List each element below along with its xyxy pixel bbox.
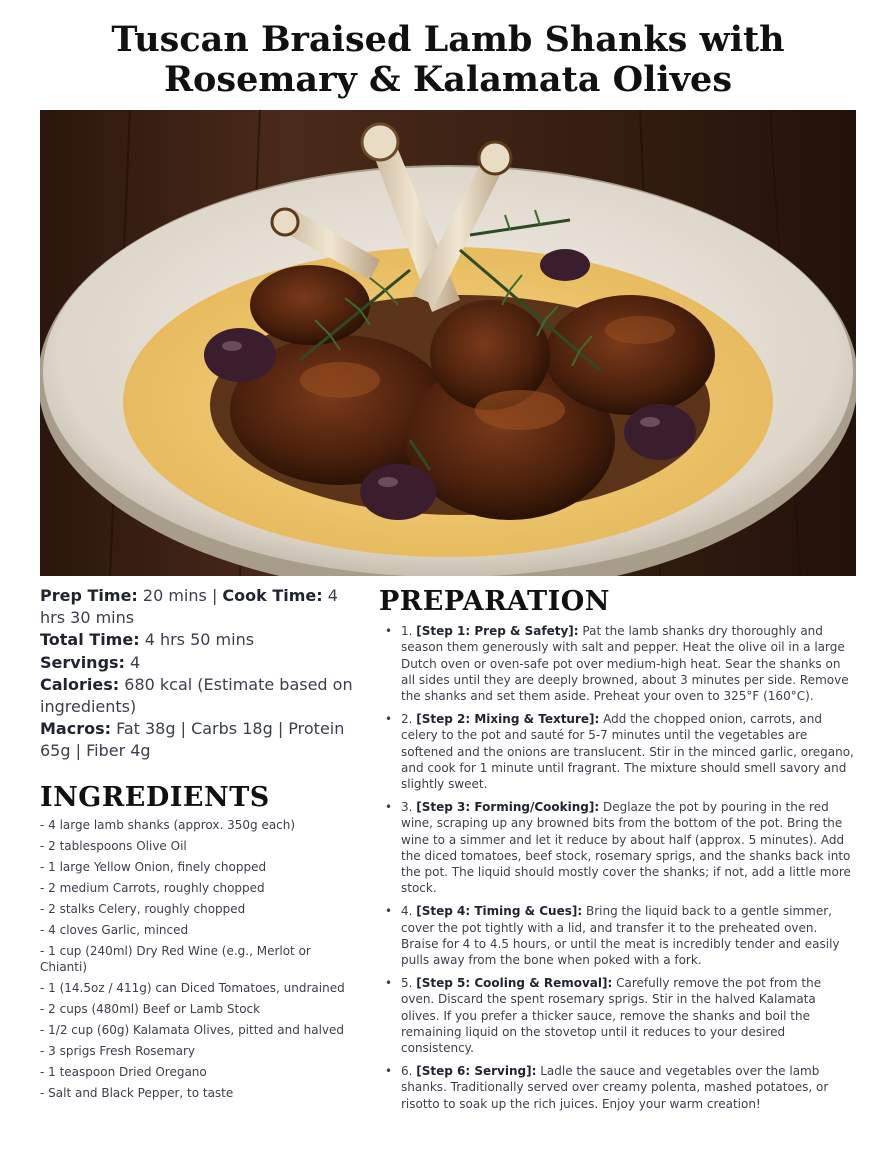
step-number: 4.	[401, 904, 417, 919]
step-label: [Step 1: Prep & Safety]:	[416, 624, 579, 638]
ingredient-item: - 2 medium Carrots, roughly chopped	[40, 881, 265, 895]
step-item	[385, 975, 857, 1056]
macros-label: Macros:	[40, 719, 112, 738]
prep-time-value: 20 mins |	[137, 586, 223, 605]
step-number: 6.	[401, 1063, 417, 1078]
step-number: 2.	[401, 711, 417, 726]
step-number: 3.	[401, 799, 417, 814]
ingredient-item: - 1 (14.5oz / 411g) can Diced Tomatoes, undrained	[40, 980, 345, 995]
ingredient-item: - 4 large lamb shanks (approx. 350g each)	[40, 818, 296, 832]
step-text: Deglaze the pot by pouring in the red wine, scraping up any browned bits from the bottom of the pot. Bring the wine to a simmer and let it reduce by about half (approx. 5 minutes). Add the diced tomatoes, beef stock, rosemary sprigs, and the shanks back into the pot. The liquid should mostly cover the shanks; if not, add a little more stock.	[401, 799, 851, 896]
step-item	[385, 711, 857, 792]
step-text: Ladle the sauce and vegetables over the lamb shanks. Traditionally served over creamy polenta, mashed potatoes, or risotto to soak up the rich juices. Enjoy your warm creation!	[401, 1063, 829, 1111]
cook-time-label: Cook Time:	[222, 586, 323, 605]
recipe-title-line-2: Rosemary & Kalamata Olives	[163, 59, 733, 100]
total-time-label: Total Time:	[40, 630, 140, 649]
total-time	[40, 629, 360, 651]
macros	[40, 718, 360, 761]
ingredient-item: - 4 cloves Garlic, minced	[40, 923, 189, 937]
step-item	[385, 623, 857, 704]
recipe-meta	[40, 585, 360, 761]
servings	[40, 652, 360, 674]
bullet-icon: •	[385, 711, 393, 726]
step-text: Bring the liquid back to a gentle simmer, cover the pot tightly with a lid, and transfer it to the preheated oven. Braise for 4 to 4.5 hours, or until the meat is incredibly tender and easily pulls away from the bone when poked with a fork.	[401, 904, 840, 968]
step-item	[385, 799, 857, 897]
lamb-shanks-photo	[40, 110, 856, 576]
step-item	[385, 903, 857, 968]
step-label: [Step 2: Mixing & Texture]:	[416, 711, 600, 726]
bullet-icon: •	[385, 975, 393, 990]
servings-value: 4	[124, 652, 141, 672]
bullet-icon: •	[385, 799, 393, 814]
cook-time-value: 4 hrs 30 mins	[40, 586, 338, 627]
step-item	[385, 1063, 857, 1112]
ingredient-item: - 2 tablespoons Olive Oil	[40, 839, 187, 853]
ingredient-item: - 2 stalks Celery, roughly chopped	[40, 902, 246, 916]
preparation-heading: PREPARATION	[379, 586, 610, 617]
step-number: 1.	[401, 624, 417, 638]
total-time-value: 4 hrs 50 mins	[139, 630, 255, 649]
ingredient-item: - 1 teaspoon Dried Oregano	[40, 1064, 207, 1079]
step-text: Pat the lamb shanks dry thoroughly and season them generously with salt and pepper. Heat the olive oil in a large Dutch oven or oven-safe pot over medium-high heat. Sear the shanks on all sides until they are deeply browned, about 3 minutes per side. Remove the shanks and set them aside. Preheat your oven to 325°F (160°C).	[401, 624, 849, 704]
calories-label: Calories:	[40, 675, 120, 694]
step-number: 5.	[401, 975, 417, 990]
bullet-icon: •	[385, 904, 393, 919]
step-text: Add the chopped onion, carrots, and celery to the pot and sauté for 5-7 minutes until the vegetables are softened and the onions are translucent. Stir in the minced garlic, oregano, and cook for 1 minute until fragrant. The mixture should smell savory and slightly sweet.	[401, 711, 854, 792]
recipe-title	[40, 20, 856, 100]
step-text: Carefully remove the pot from the oven. Discard the spent rosemary sprigs. Stir in the halved Kalamata olives. If you prefer a thicker sauce, remove the shanks and boil the remaining liquid on the stovetop until it reduces to your desired consistency.	[401, 975, 822, 1056]
ingredient-item: - 1/2 cup (60g) Kalamata Olives, pitted and halved	[40, 1022, 345, 1037]
ingredients-list	[40, 818, 345, 1107]
servings-label: Servings:	[40, 652, 125, 672]
prep-cook-time	[40, 585, 360, 628]
calories	[40, 674, 360, 717]
ingredient-item: - 1 large Yellow Onion, finely chopped	[40, 860, 267, 874]
recipe-title-line-1: Tuscan Braised Lamb Shanks with	[111, 19, 785, 60]
prep-time-label: Prep Time:	[40, 586, 138, 605]
ingredient-item: - 1 cup (240ml) Dry Red Wine (e.g., Merlot or Chianti)	[40, 944, 311, 974]
step-label: [Step 3: Forming/Cooking]:	[416, 799, 600, 814]
ingredients-heading: INGREDIENTS	[40, 782, 270, 813]
bullet-icon: •	[385, 624, 393, 638]
step-label: [Step 4: Timing & Cues]:	[416, 904, 583, 919]
ingredient-item: - 3 sprigs Fresh Rosemary	[40, 1043, 196, 1058]
ingredient-item: - Salt and Black Pepper, to taste	[40, 1085, 234, 1100]
step-label: [Step 5: Cooling & Removal]:	[416, 975, 613, 990]
bullet-icon: •	[385, 1063, 393, 1078]
step-label: [Step 6: Serving]:	[416, 1063, 537, 1078]
recipe-hero-image	[40, 110, 856, 576]
preparation-steps	[385, 623, 857, 1118]
calories-value: 680 kcal (Estimate based on ingredients)	[40, 675, 353, 716]
macros-value: Fat 38g | Carbs 18g | Protein 65g | Fiber 4g	[40, 719, 345, 760]
ingredient-item: - 2 cups (480ml) Beef or Lamb Stock	[40, 1001, 261, 1016]
